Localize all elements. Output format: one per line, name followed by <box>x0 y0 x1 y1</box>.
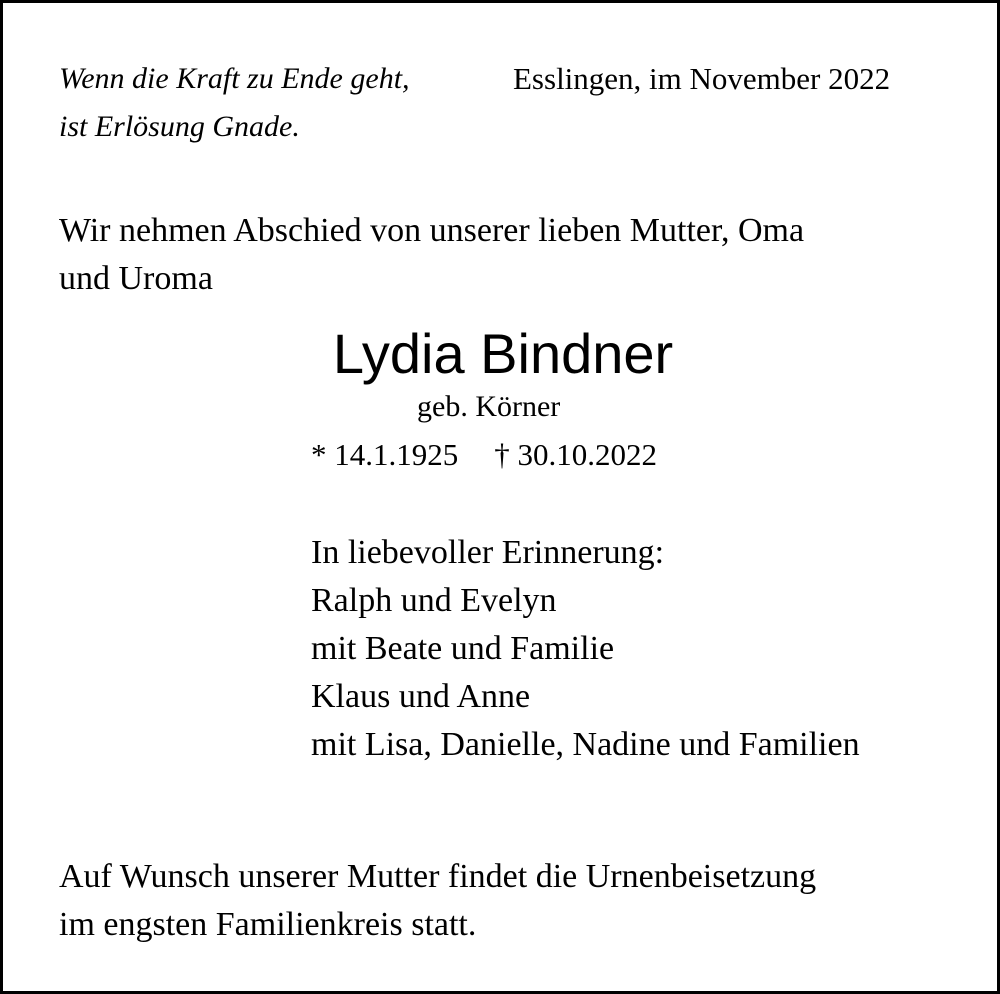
place-date: Esslingen, im November 2022 <box>513 61 891 96</box>
mourner-line: Ralph und Evelyn <box>311 582 557 619</box>
motto-line-1: Wenn die Kraft zu Ende geht, <box>59 62 410 95</box>
mourners-list <box>311 529 860 769</box>
intro-line-1: Wir nehmen Abschied von unserer lieben Mutter, Oma <box>59 212 805 249</box>
closing-line-2: im engsten Familienkreis statt. <box>59 906 477 943</box>
mourner-line: mit Lisa, Danielle, Nadine und Familien <box>311 726 860 763</box>
intro-line-2: und Uroma <box>59 260 213 297</box>
intro-text <box>59 207 804 303</box>
mourner-line: Klaus und Anne <box>311 678 531 715</box>
mourner-line: mit Beate und Familie <box>311 630 615 667</box>
maiden-name: geb. Körner <box>417 390 561 423</box>
deceased-name: Lydia Bindner <box>332 322 674 385</box>
closing-line-1: Auf Wunsch unserer Mutter findet die Urnenbeisetzung <box>59 858 817 895</box>
life-dates <box>311 433 657 477</box>
motto-quote <box>59 55 410 151</box>
motto-line-2: ist Erlösung Gnade. <box>59 110 300 143</box>
death-date: † 30.10.2022 <box>494 437 657 472</box>
mourners-heading: In liebevoller Erinnerung: <box>311 534 665 571</box>
birth-date: * 14.1.1925 <box>311 437 459 472</box>
closing-note <box>59 853 816 949</box>
